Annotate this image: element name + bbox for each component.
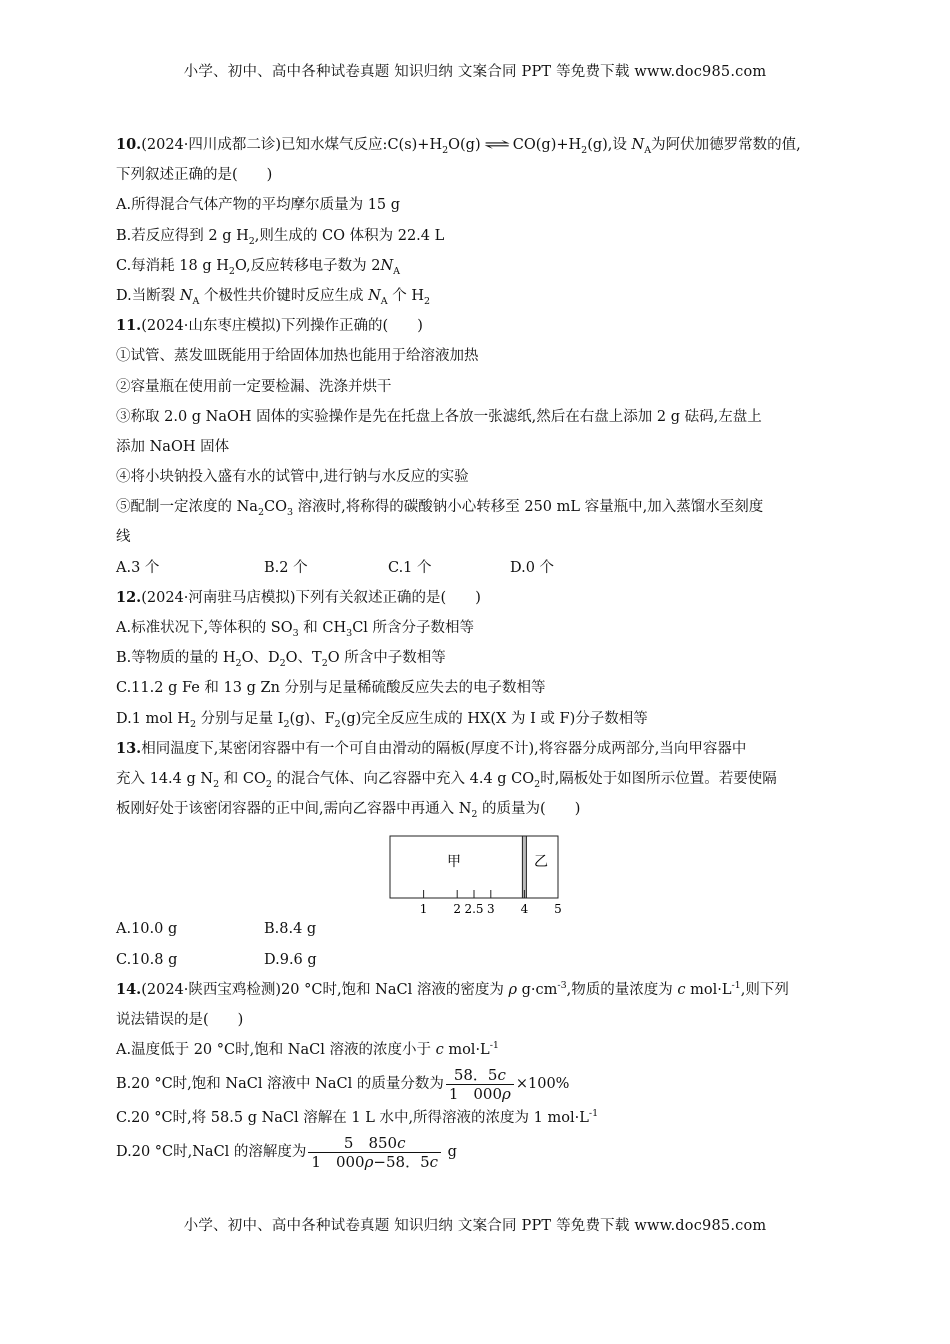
- q11-item-3-line1: ③称取 2.0 g NaOH 固体的实验操作是先在托盘上各放一张滤纸,然后在右盘上添加 2 g 砝码,左盘上: [116, 408, 762, 425]
- q14-b-fraction: $\frac{58.5c}{1 000\rho}$: [446, 1066, 514, 1103]
- container-diagram: [116, 824, 834, 914]
- q13-option-a: A.10.0 g: [116, 921, 178, 938]
- container-outline: [390, 836, 558, 898]
- q12-option-b: B.等物质的量的 $H_2O$、$D_2O$、$T_2O$ 所含中子数相等: [116, 650, 446, 670]
- q14-stem-line2: 说法错误的是( ): [116, 1011, 244, 1028]
- q14-stem-line1: 14.(2024·陕西宝鸡检测)20 °C时,饱和 NaCl 溶液的密度为 ρ $g\cdot cm^{-3}$,物质的量浓度为 c $mol\cdot L^{-1}$,则下列: [116, 979, 789, 998]
- container-diagram-svg: [116, 824, 834, 914]
- q11-stem: 11.(2024·山东枣庄模拟)下列操作正确的( ): [116, 317, 423, 335]
- q10-option-c: C.每消耗 18 g $H_2O$,反应转移电子数为 $2N_A$: [116, 257, 400, 277]
- q14-d-fraction: $\frac{5 850c}{1 000\rho-58.5c}$: [308, 1134, 441, 1171]
- ruler-tick-label: 2: [453, 902, 462, 915]
- q13-options-row2: [116, 945, 834, 975]
- ruler-tick-label: 3: [486, 902, 495, 915]
- q11-item-5-line1: ⑤配制一定浓度的 $Na_2CO_3$ 溶液时,将称得的碳酸钠小心转移至 250 mL 容量瓶中,加入蒸馏水至刻度: [116, 499, 764, 519]
- q14-option-c: C.20 °C时,将 58.5 g NaCl 溶解在 1 L 水中,所得溶液的浓度为 1 $mol\cdot L^{-1}$: [116, 1108, 599, 1127]
- ruler-tick-label: 4: [520, 902, 529, 915]
- q10-stem-line2: 下列叙述正确的是( ): [116, 167, 273, 184]
- q11-item-2: ②容量瓶在使用前一定要检漏、洗涤并烘干: [116, 378, 392, 395]
- q13-stem-line3: 板刚好处于该密闭容器的正中间,需向乙容器中再通入 $N_2$ 的质量为( ): [116, 801, 581, 821]
- q12-stem: 12.(2024·河南驻马店模拟)下列有关叙述正确的是( ): [116, 588, 481, 606]
- ruler-tick-label: 5: [554, 902, 562, 915]
- q11-item-1: ①试管、蒸发皿既能用于给固体加热也能用于给溶液加热: [116, 348, 479, 365]
- q11-item-5-line2: 线: [116, 529, 131, 546]
- q13-option-c: C.10.8 g: [116, 951, 178, 968]
- q13-stem-line2: 充入 14.4 g $N_2$ 和 $CO_2$ 的混合气体、向乙容器中充入 4.4 g $CO_2$时,隔板处于如图所示位置。若要使隔: [116, 770, 777, 790]
- page-footer: 小学、初中、高中各种试卷真题 知识归纳 文案合同 PPT 等免费下载 www.doc985.com: [183, 1218, 767, 1234]
- q13-option-b: B.8.4 g: [264, 921, 317, 938]
- q11-option-c: C.1 个: [388, 559, 432, 576]
- left-compartment-label: 甲: [447, 854, 461, 871]
- q11-option-a: A.3 个: [116, 559, 160, 576]
- q11-options: [116, 553, 834, 583]
- q13-stem-line1: 13.相同温度下,某密闭容器中有一个可自由滑动的隔板(厚度不计),将容器分成两部分,当向甲容器中: [116, 739, 747, 757]
- q11-item-4: ④将小块钠投入盛有水的试管中,进行钠与水反应的实验: [116, 469, 469, 486]
- ruler-tick-label: 1: [419, 902, 428, 915]
- sliding-partition: [522, 836, 526, 898]
- q10-option-b: B.若反应得到 2 g $H_2$,则生成的 CO 体积为 22.4 L: [116, 227, 445, 247]
- q11-option-b: B.2 个: [264, 559, 308, 576]
- q10-stem-line1: 10.(2024·四川成都二诊)已知水煤气反应$:C(s)+H_2O(g)$ ⇌ $CO(g)+H_2(g)$,设 $N_A$为阿伏加德罗常数的值,: [116, 136, 801, 156]
- q14-option-d: D.20 °C时,NaCl 的溶解度为 $\frac{5 850c}{1 000\rho-58.5c}$ g: [116, 1133, 457, 1171]
- q12-option-d: D.1 mol $H_2$ 分别与足量 $I_2(g)$、$F_2(g)$完全反应生成的 HX(X 为 I 或 F)分子数相等: [116, 710, 648, 730]
- q11-option-d: D.0 个: [510, 559, 555, 576]
- q13-options-row1: [116, 914, 834, 944]
- right-compartment-label: 乙: [534, 854, 548, 871]
- question-content: [116, 130, 834, 1171]
- page-header: 小学、初中、高中各种试卷真题 知识归纳 文案合同 PPT 等免费下载 www.doc985.com: [183, 64, 767, 80]
- q10-option-a: A.所得混合气体产物的平均摩尔质量为 15 g: [116, 197, 401, 214]
- q12-option-a: A.标准状况下,等体积的 $SO_3$ 和 $CH_3Cl$ 所含分子数相等: [116, 620, 475, 639]
- ruler-tick-label: 2.5: [464, 902, 484, 915]
- q13-option-d: D.9.6 g: [264, 951, 317, 968]
- q10-option-d: D.当断裂 $N_A$ 个极性共价键时反应生成 $N_A$ 个 $H_2$: [116, 287, 431, 307]
- q12-option-c: C.11.2 g Fe 和 13 g Zn 分别与足量稀硫酸反应失去的电子数相等: [116, 680, 546, 697]
- q14-option-a: A.温度低于 20 °C时,饱和 NaCl 溶液的浓度小于 c $mol\cdot L^{-1}$: [116, 1040, 499, 1059]
- q14-option-b: B.20 °C时,饱和 NaCl 溶液中 NaCl 的质量分数为 $\frac{58.5c}{1 000\rho}$ ×100%: [116, 1065, 570, 1103]
- q11-item-3-line2: 添加 NaOH 固体: [116, 438, 230, 455]
